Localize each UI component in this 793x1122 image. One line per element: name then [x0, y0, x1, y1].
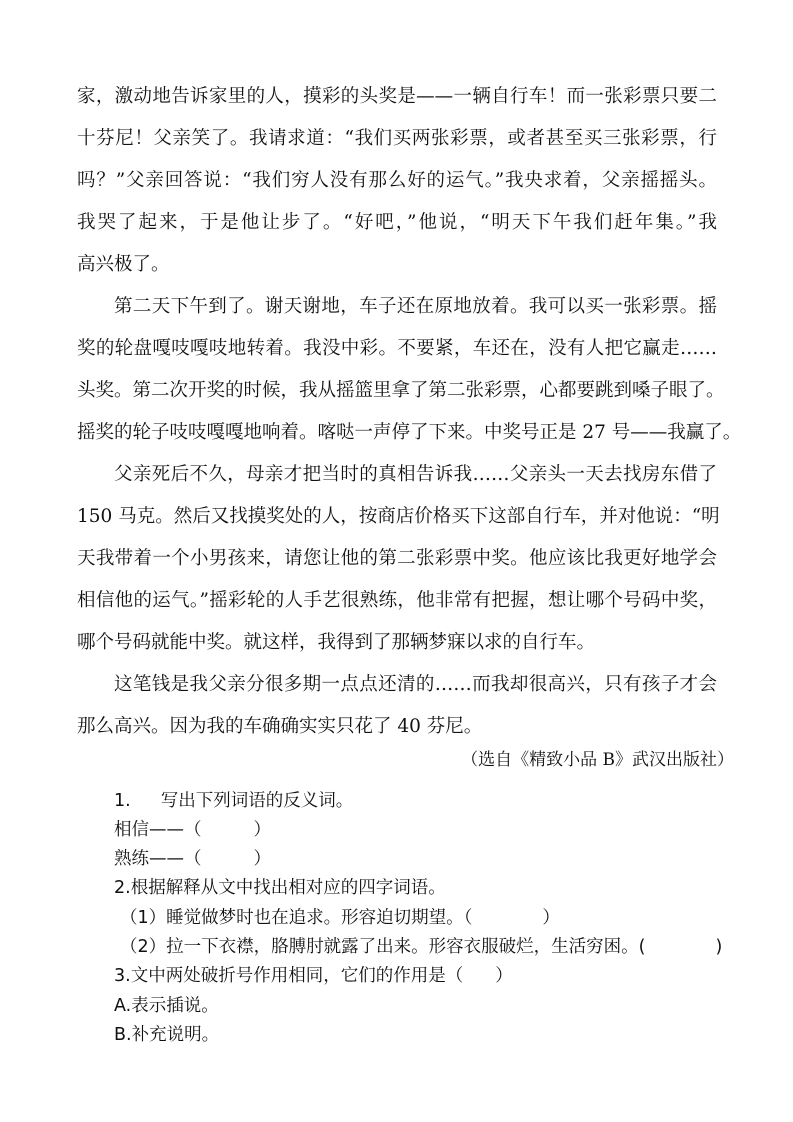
passage-line: 第二天下午到了。谢天谢地，车子还在原地放着。我可以买一张彩票。摇	[114, 296, 717, 317]
passage-line: 我哭了起来，于是他让步了。“好吧，”他说，“明天下午我们赶年集。”我	[77, 212, 717, 233]
passage-line: 哪个号码就能中奖。就这样，我得到了那辆梦寐以求的自行车。	[77, 632, 596, 653]
question-text: 写出下列词语的反义词。	[160, 791, 354, 811]
passage-line: 奖的轮盘嘎吱嘎吱地转着。我没中彩。不要紧，车还在，没有人把它赢走……	[77, 338, 717, 359]
passage-line: 父亲死后不久，母亲才把当时的真相告诉我……父亲头一天去找房东借了	[114, 464, 717, 485]
question-1-title	[114, 787, 353, 816]
passage-line: 高兴极了。	[77, 254, 170, 275]
source-citation: （选自《精致小品 B》武汉出版社）	[461, 750, 734, 770]
antonym-item-2: 熟练——（ ）	[114, 849, 271, 869]
question-number: 1.	[114, 791, 131, 811]
question-2-item-1: （1）睡觉做梦时也在追求。形容迫切期望。（ ）	[120, 908, 560, 928]
question-3-title: 3.文中两处破折号作用相同，它们的作用是（ ）	[114, 966, 513, 986]
passage-line: 头奖。第二次开奖的时候，我从摇篮里拿了第二张彩票，心都要跳到嗓子眼了。	[77, 380, 725, 401]
option-b: B.补充说明。	[114, 1025, 220, 1045]
antonym-item-1: 相信——（ ）	[114, 820, 271, 840]
passage-line: 摇奖的轮子吱吱嘎嘎地响着。喀哒一声停了下来。中奖号正是 27 号——我赢了。	[77, 422, 742, 443]
passage-line: 吗？”父亲回答说：“我们穷人没有那么好的运气。”我央求着，父亲摇摇头。	[77, 170, 717, 191]
passage-line: 这笔钱是我父亲分很多期一点点还清的……而我却很高兴，只有孩子才会	[114, 674, 717, 695]
passage-line: 十芬尼！父亲笑了。我请求道：“我们买两张彩票，或者甚至买三张彩票，行	[77, 128, 717, 149]
passage-line: 150 马克。然后又找摸奖处的人，按商店价格买下这部自行车，并对他说：“明	[77, 506, 720, 527]
question-2-item-2: （2）拉一下衣襟，胳膊肘就露了出来。形容衣服破烂，生活穷困。( )	[120, 937, 723, 957]
passage-line: 天我带着一个小男孩来，请您让他的第二张彩票中奖。他应该比我更好地学会	[77, 548, 717, 569]
option-a: A.表示插说。	[114, 996, 219, 1016]
passage-line: 家，激动地告诉家里的人，摸彩的头奖是——一辆自行车！而一张彩票只要二	[77, 86, 717, 107]
question-2-title: 2.根据解释从文中找出相对应的四字词语。	[114, 878, 446, 898]
passage-line: 相信他的运气。”摇彩轮的人手艺很熟练，他非常有把握，想让哪个号码中奖，	[77, 590, 717, 611]
passage-line: 那么高兴。因为我的车确确实实只花了 40 芬尼。	[77, 716, 483, 737]
